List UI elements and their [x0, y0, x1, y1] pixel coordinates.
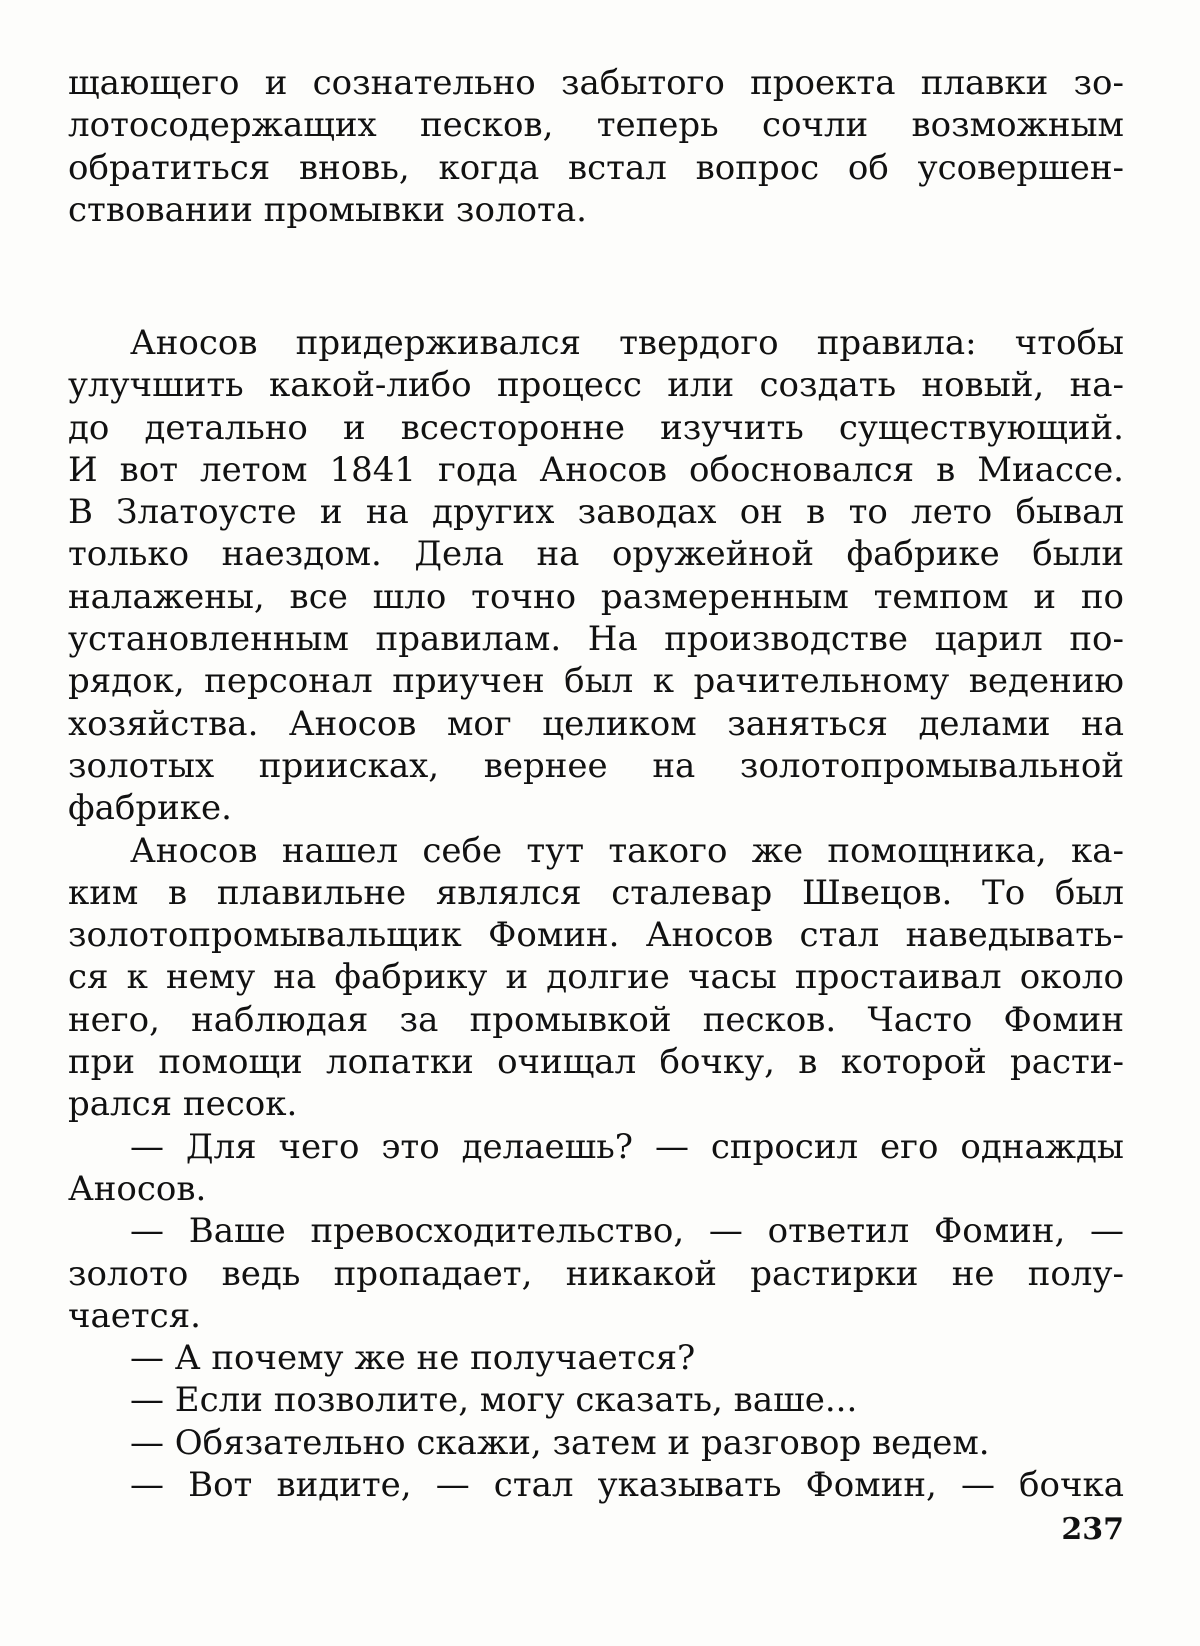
text-line: ким в плавильне являлся сталевар Швецов. То был	[68, 872, 1124, 913]
text-line: рядок, персонал приучен был к рачительному ведению	[68, 661, 1124, 702]
dialogue-line: — Вот видите, — стал указывать Фомин, — бочка	[130, 1465, 1124, 1506]
text-line: лотосодержащих песков, теперь сочли возможным	[68, 105, 1124, 146]
dialogue-line: — А почему же не получается?	[130, 1338, 696, 1379]
dialogue-line: — Для чего это делаешь? — спросил его однажды	[130, 1126, 1124, 1167]
text-line: фабрике.	[68, 788, 232, 829]
text-line: до детально и всесторонне изучить существующий.	[68, 407, 1124, 448]
dialogue-line: — Если позволите, могу сказать, ваше...	[130, 1380, 858, 1421]
text-line: И вот летом 1841 года Аносов обосновался в Миассе.	[68, 449, 1124, 490]
text-line: него, наблюдая за промывкой песков. Часто Фомин	[68, 999, 1124, 1040]
text-line: чается.	[68, 1295, 201, 1336]
text-line: Аносов придерживался твердого правила: чтобы	[130, 323, 1124, 363]
text-line: улучшить какой-либо процесс или создать новый, на-	[68, 365, 1124, 406]
text-line: налажены, все шло точно размеренным темпом и по	[68, 576, 1124, 617]
text-line: установленным правилам. На производстве царил по-	[68, 619, 1124, 660]
text-line: золотопромывальщик Фомин. Аносов стал наведывать-	[68, 915, 1124, 956]
dialogue-line: — Ваше превосходительство, — ответил Фомин, —	[130, 1211, 1124, 1252]
paragraph-continuation	[68, 62, 1124, 231]
text-line: обратиться вновь, когда встал вопрос об усовершен-	[68, 147, 1124, 188]
main-text	[68, 322, 1124, 1506]
text-line: только наездом. Дела на оружейной фабрике были	[68, 534, 1124, 575]
text-line: Аносов нашел себе тут такого же помощника, ка-	[130, 830, 1124, 871]
text-line: золото ведь пропадает, никакой растирки не полу-	[68, 1253, 1124, 1294]
text-line: ся к нему на фабрику и долгие часы простаивал около	[68, 957, 1124, 998]
dialogue-line: — Обязательно скажи, затем и разговор ведем.	[130, 1422, 990, 1463]
text-line: золотых приисках, вернее на золотопромывальной	[68, 745, 1124, 786]
text-line: щающего и сознательно забытого проекта плавки зо-	[68, 63, 1124, 103]
text-line: Аносов.	[68, 1168, 207, 1209]
text-line: В Златоусте и на других заводах он в то лето бывал	[68, 492, 1124, 533]
text-line: хозяйства. Аносов мог целиком заняться делами на	[68, 703, 1124, 744]
text-line: рался песок.	[68, 1084, 298, 1125]
text-line: ствовании промывки золота.	[68, 189, 587, 230]
text-line: при помощи лопатки очищал бочку, в которой расти-	[68, 1042, 1124, 1083]
page-number: 237	[1061, 1512, 1124, 1547]
